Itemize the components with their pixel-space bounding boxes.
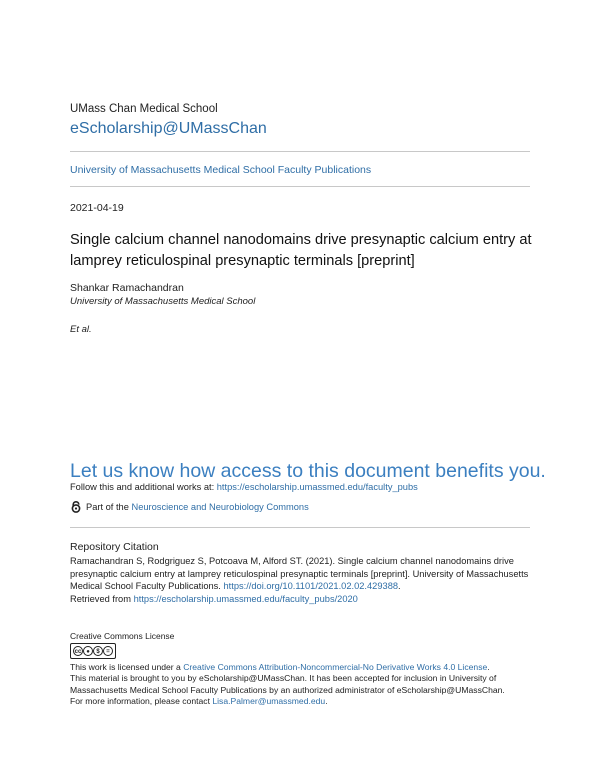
author-affiliation: University of Massachusetts Medical School (70, 296, 256, 307)
author-name: Shankar Ramachandran (70, 282, 184, 294)
follow-url-link[interactable]: https://escholarship.umassmed.edu/faculty_pubs (216, 482, 418, 492)
license-text (70, 662, 532, 708)
citation-heading: Repository Citation (70, 541, 159, 553)
et-al: Et al. (70, 324, 92, 335)
citation-text (70, 555, 532, 605)
divider-collection (70, 186, 530, 187)
cc-by-nc-nd-badge[interactable] (70, 643, 116, 659)
repository-link[interactable]: eScholarship@UMassChan (70, 120, 267, 137)
retrieved-url-link[interactable]: https://escholarship.umassmed.edu/faculty_pubs/2020 (133, 593, 358, 604)
divider-citation (70, 527, 530, 528)
feedback-link[interactable]: Let us know how access to this document benefits you. (70, 460, 546, 482)
license-heading: Creative Commons License (70, 631, 175, 641)
license-link[interactable]: Creative Commons Attribution-Noncommercial-No Derivative Works 4.0 License (183, 662, 488, 672)
part-of-line (70, 501, 309, 513)
retrieved-prefix: Retrieved from (70, 593, 134, 604)
collection-link[interactable]: University of Massachusetts Medical School Faculty Publications (70, 164, 372, 176)
part-of-prefix: Part of the (86, 502, 132, 512)
contact-prefix: For more information, please contact (70, 696, 213, 707)
license-suffix: . (487, 662, 490, 672)
doi-link[interactable]: https://doi.org/10.1101/2021.02.02.429388 (223, 581, 399, 592)
by-icon: ● (83, 646, 93, 656)
nd-icon: = (103, 646, 113, 656)
publication-date: 2021-04-19 (70, 202, 124, 214)
follow-prefix: Follow this and additional works at: (70, 482, 217, 492)
citation-body: Ramachandran S, Rodgriguez S, Potcoava M, Alford ST. (2021). Single calcium channel nanodomains drive presynaptic calcium entry at lamprey reticulospinal presynaptic terminals [preprint]. University of Massachusetts Medical School Faculty Publications. (70, 556, 529, 592)
institution-name: UMass Chan Medical School (70, 103, 218, 115)
contact-suffix: . (325, 696, 328, 707)
nc-icon: $ (93, 646, 103, 656)
cc-icon: cc (73, 646, 83, 656)
divider-top (70, 151, 530, 152)
document-title: Single calcium channel nanodomains drive presynaptic calcium entry at lamprey reticulospinal presynaptic terminals [preprint] (70, 232, 532, 269)
follow-line (70, 482, 418, 492)
citation-after-doi: . (398, 581, 401, 592)
contact-email-link[interactable]: Lisa.Palmer@umassmed.edu (212, 696, 326, 707)
open-access-icon (70, 501, 82, 513)
license-prefix: This work is licensed under a (70, 662, 184, 672)
license-statement: This material is brought to you by eScholarship@UMassChan. It has been accepted for inclusion in University of Massachusetts Medical School Faculty Publications by an authorized administrator of eScholarship@UMassChan. (70, 673, 505, 695)
commons-link[interactable]: Neuroscience and Neurobiology Commons (131, 502, 309, 512)
